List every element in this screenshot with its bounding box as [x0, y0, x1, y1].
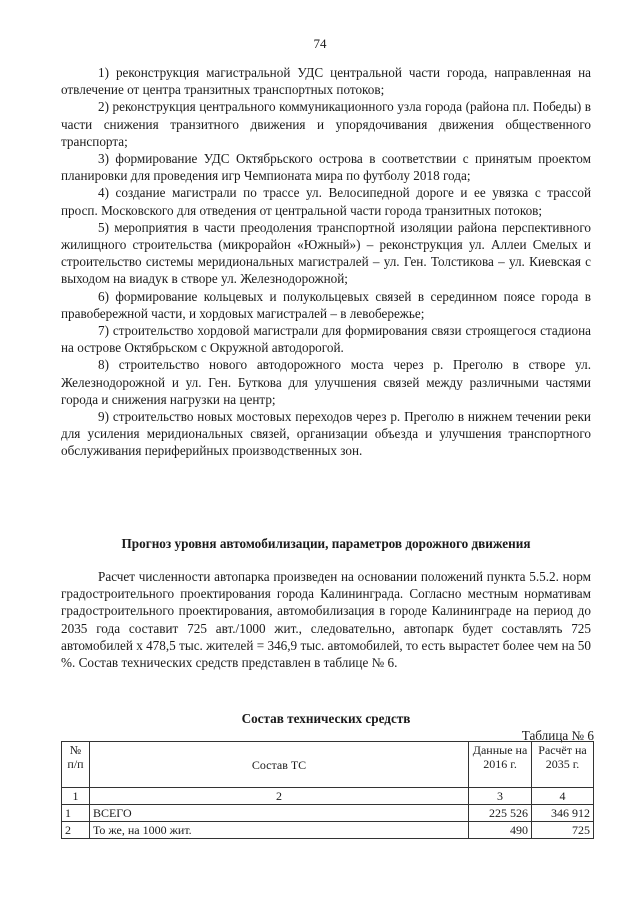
- column-header: Данные на 2016 г.: [469, 742, 532, 788]
- table-cell: 2: [89, 788, 468, 805]
- list-item: 4) создание магистрали по трассе ул. Велосипедной дороге и ее увязка с трассой просп. Московского для отведения от центральной части города транзитных потоков;: [61, 185, 591, 218]
- table-cell: 225 526: [469, 805, 532, 822]
- table-cell: 346 912: [532, 805, 594, 822]
- table-cell: 490: [469, 822, 532, 839]
- table-header-row: [62, 742, 594, 788]
- column-header: Состав ТС: [89, 742, 468, 788]
- column-header: № п/п: [62, 742, 90, 788]
- list-item: 5) мероприятия в части преодоления транспортной изоляции района перспективного жилищного строительства (микрорайон «Южный») – реконструкция ул. Аллеи Смелых и строительство системы меридиональных магистралей – ул. Ген. Толстикова – ул. Киевская с выходом на виадук в створе ул. Железнодорожной;: [61, 219, 591, 287]
- column-header: Расчёт на 2035 г.: [532, 742, 594, 788]
- list-item: 2) реконструкция центрального коммуникационного узла города (района пл. Победы) в части снижения транзитного движения и упорядочивания движения общественного транспорта;: [61, 99, 591, 149]
- table-cell: 1: [62, 805, 90, 822]
- measures-list: [61, 64, 591, 460]
- table-title: Состав технических средств: [241, 711, 411, 726]
- list-item: 9) строительство новых мостовых переходов через р. Преголю в нижнем течении реки для усиления меридиональных связей, организации объезда и улучшения транспортного обслуживания периферийных производственных зон.: [61, 409, 591, 459]
- table-row: [62, 822, 594, 839]
- page-number: 74: [313, 36, 327, 51]
- vehicles-table: [61, 741, 594, 839]
- table-cell: ВСЕГО: [89, 805, 468, 822]
- table-cell: 3: [469, 788, 532, 805]
- table-index-row: [62, 788, 594, 805]
- table-cell: То же, на 1000 жит.: [89, 822, 468, 839]
- section-body: [61, 568, 591, 671]
- list-item: 7) строительство хордовой магистрали для формирования связи строящегося стадиона на острове Октябрьском с Окружной автодорогой.: [61, 323, 591, 356]
- table-cell: 725: [532, 822, 594, 839]
- table-cell: 2: [62, 822, 90, 839]
- list-item: 1) реконструкция магистральной УДС центральной части города, направленная на отвлечение от центра транзитных транспортных потоков;: [61, 65, 591, 98]
- table-label: Таблица № 6: [521, 728, 594, 743]
- list-item: 8) строительство нового автодорожного моста через р. Преголю в створе ул. Железнодорожной и ул. Ген. Буткова для улучшения связей между различными частями города и снижения нагрузки на центр;: [61, 357, 591, 407]
- list-item: 3) формирование УДС Октябрьского острова в соответствии с принятым проектом планировки для проведения игр Чемпионата мира по футболу 2018 года;: [61, 151, 591, 184]
- table-cell: 4: [532, 788, 594, 805]
- section-paragraph: Расчет численности автопарка произведен на основании положений пункта 5.5.2. норм градостроительного проектирования города Калининграда. Согласно местным нормативам градостроительного проектирования, автомобилизация в городе Калининграде на период до 2035 года составит 725 авт./1000 жит., следовательно, автопарк будет составлять 725 автомобилей х 478,5 тыс. жителей = 346,9 тыс. автомобилей, то есть вырастет более чем на 50 %. Состав технических средств представлен в таблице № 6.: [61, 569, 591, 671]
- list-item: 6) формирование кольцевых и полукольцевых связей в серединном поясе города в правобережной части, и хордовых магистралей – в левобережье;: [61, 288, 591, 321]
- table-row: [62, 805, 594, 822]
- section-heading: Прогноз уровня автомобилизации, параметров дорожного движения: [121, 536, 531, 551]
- table-cell: 1: [62, 788, 90, 805]
